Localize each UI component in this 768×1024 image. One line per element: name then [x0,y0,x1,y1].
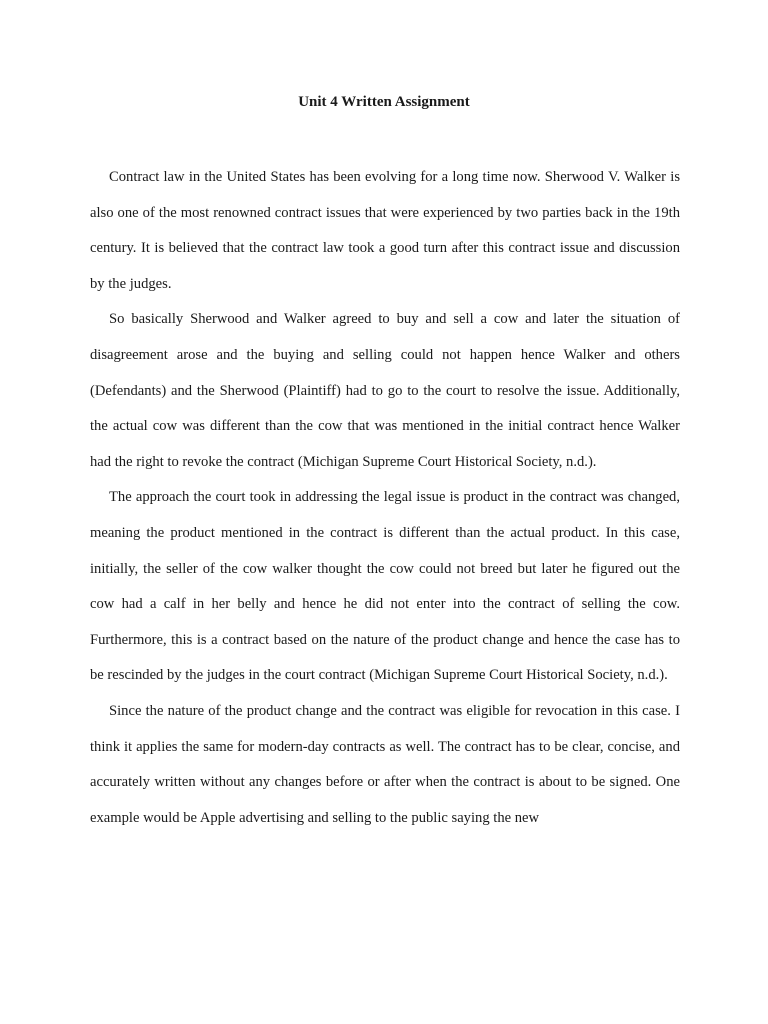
paragraph-background: So basically Sherwood and Walker agreed to buy and sell a cow and later the situation of disagreement arose and the buying and selling could not happen hence Walker and others (Defendants) and the Sherwood (Plaintiff) had to go to the court to resolve the issue. Additionally, the actual cow was different than the cow that was mentioned in the initial contract hence Walker had the right to revoke the contract (Michigan Supreme Court Historical Society, n.d.). [90,311,680,470]
document-body [90,160,680,836]
paragraph-court-approach: The approach the court took in addressing the legal issue is product in the contract was changed, meaning the product mentioned in the contract is different than the actual product. In this case, initially, the seller of the cow walker thought the cow could not breed but later he figured out the cow had a calf in her belly and hence he did not enter into the contract of selling the cow. Furthermore, this is a contract based on the nature of the product change and hence the case has to be rescinded by the judges in the court contract (Michigan Supreme Court Historical Society, n.d.). [90,489,680,684]
paragraph-modern-application: Since the nature of the product change and the contract was eligible for revocation in this case. I think it applies the same for modern-day contracts as well. The contract has to be clear, concise, and accurately written without any changes before or after when the contract is about to be signed. One example would be Apple advertising and selling to the public saying the new [90,702,680,826]
paragraph-intro: Contract law in the United States has been evolving for a long time now. Sherwood V. Walker is also one of the most renowned contract issues that were experienced by two parties back in the 19th century. It is believed that the contract law took a good turn after this contract issue and discussion by the judges. [90,169,680,292]
document-title: Unit 4 Written Assignment [298,94,470,110]
